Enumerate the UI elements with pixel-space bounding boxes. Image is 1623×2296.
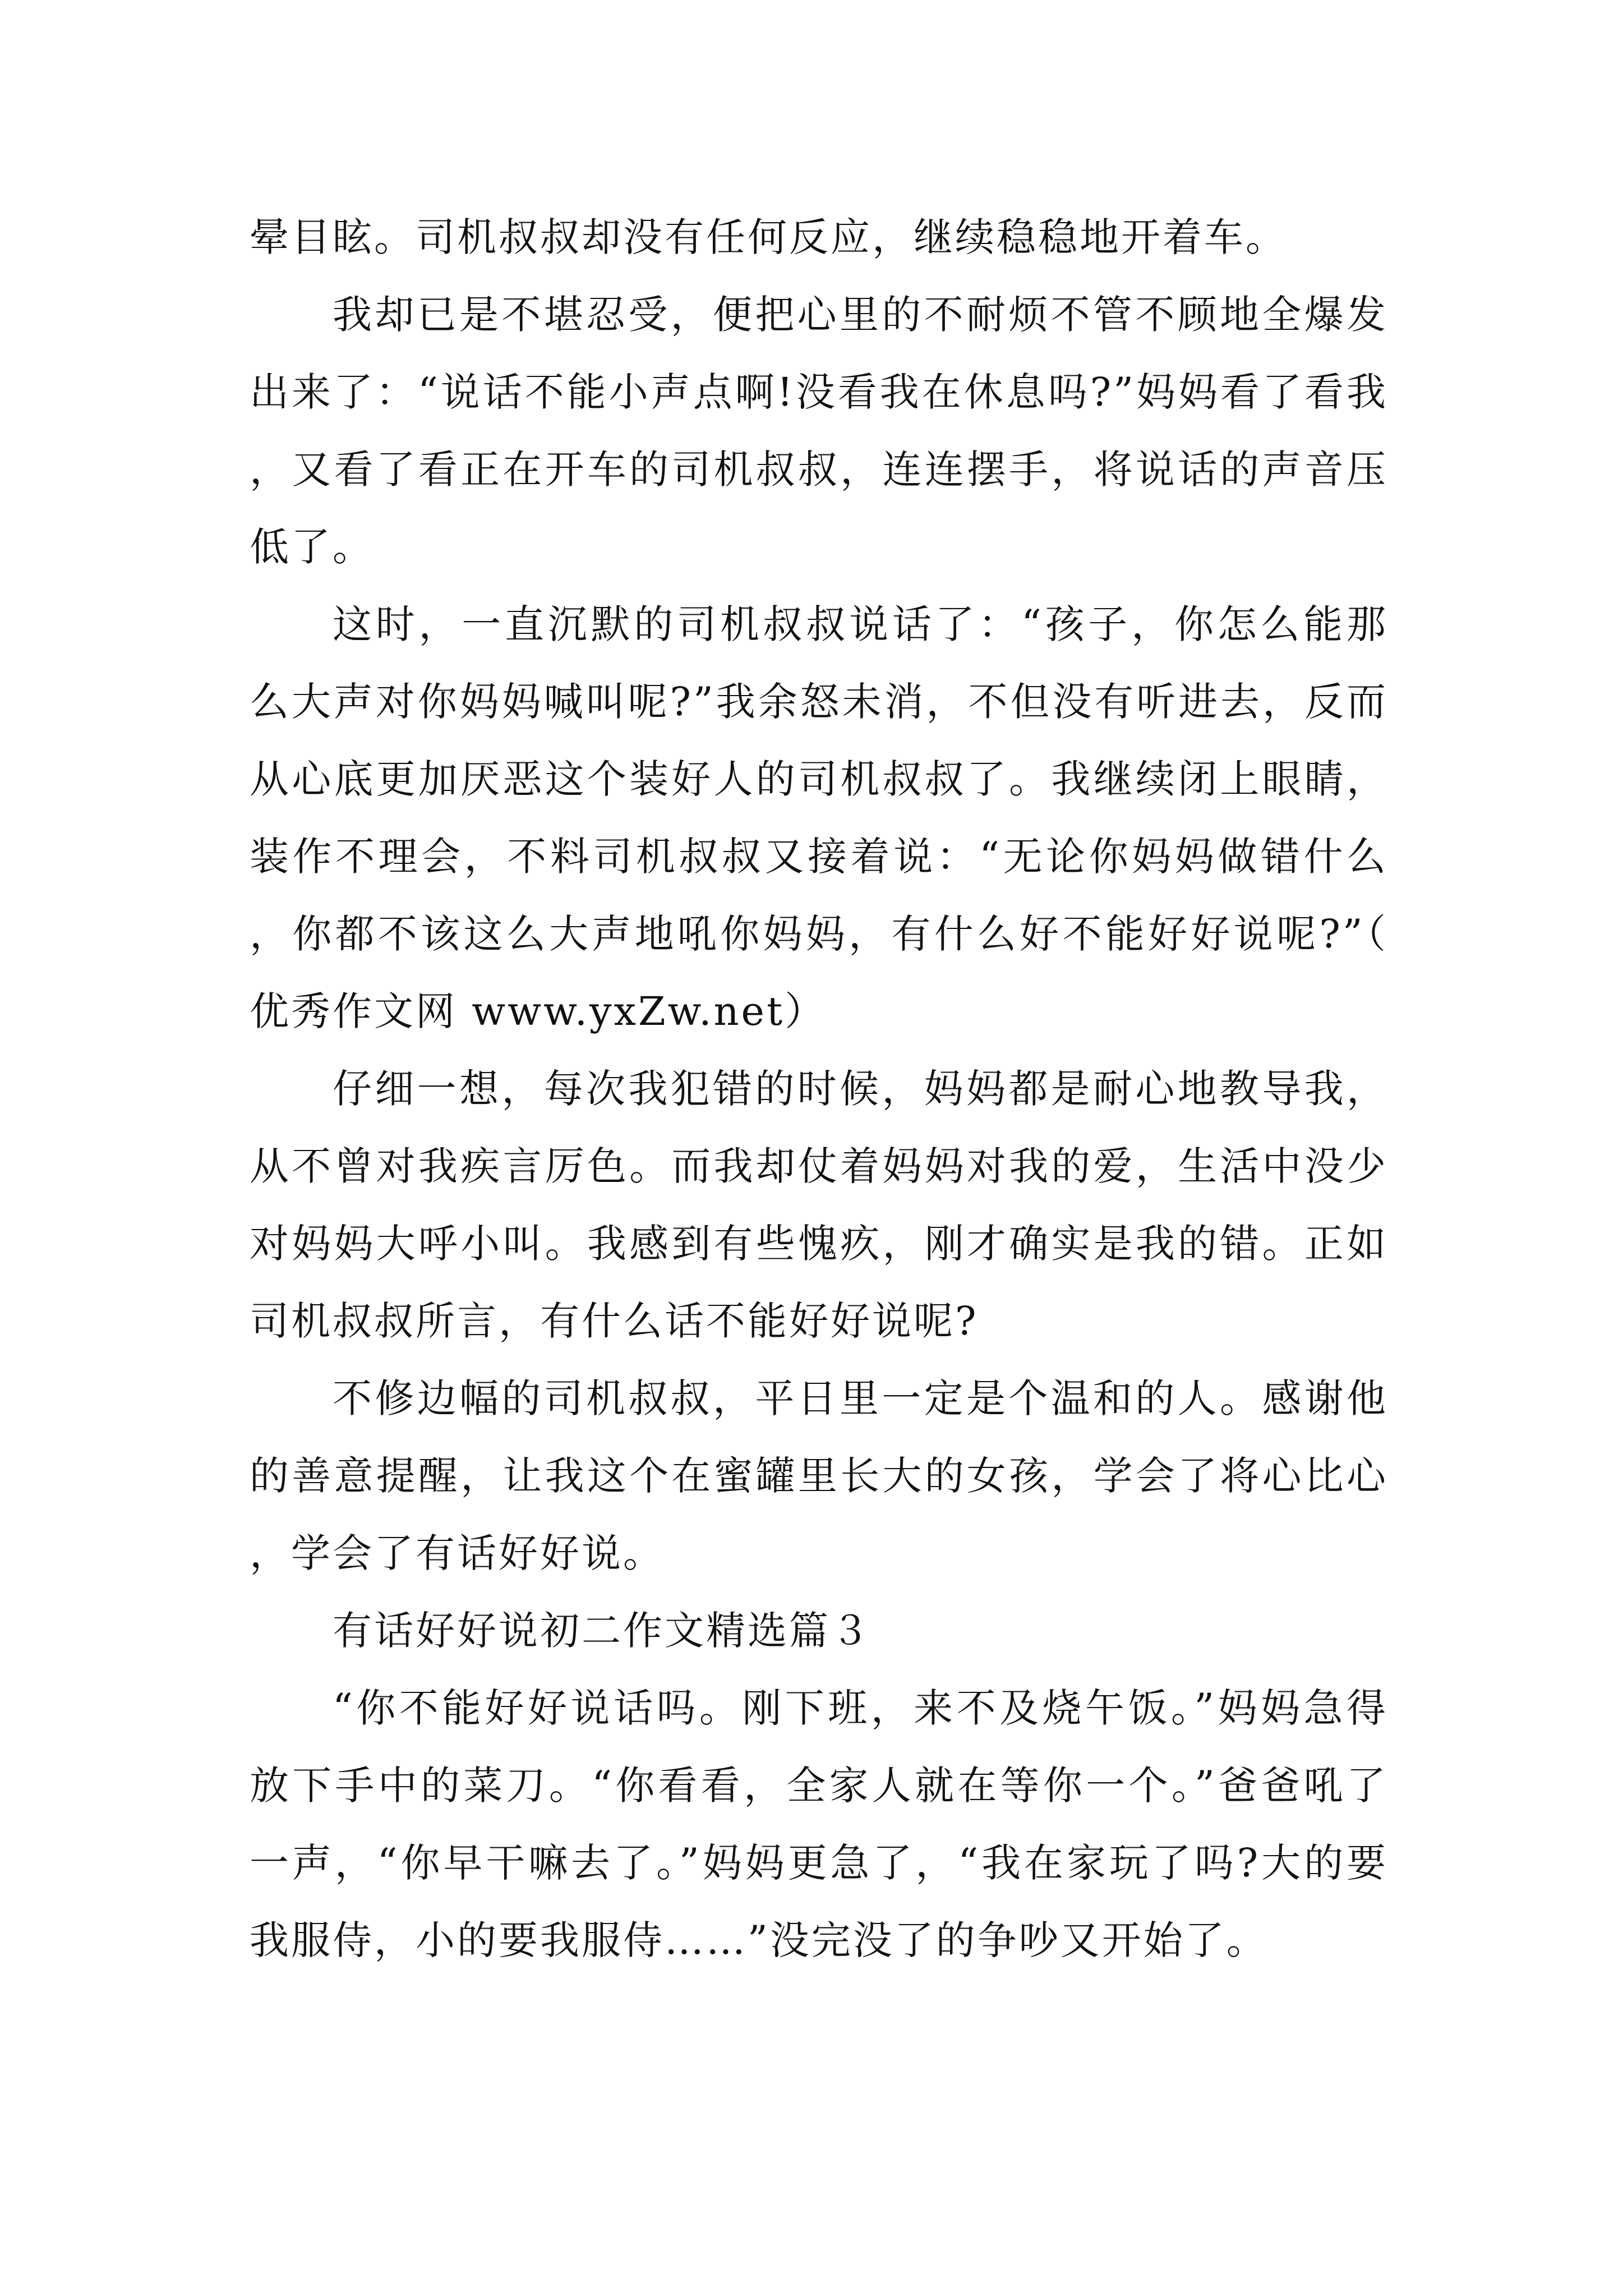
paragraph: 这时，一直沉默的司机叔叔说话了：“孩子，你怎么能那么大声对你妈妈喊叫呢?”我余怒未消，不但没有听进去，反而从心底更加厌恶这个装好人的司机叔叔了。我继续闭上眼睛，装作不理会，不料司机叔叔又接着说：“无论你妈妈做错什么，你都不该这么大声地吼你妈妈，有什么好不能好好说呢?”（优秀作文网 www.yxZw.net） (250, 601, 1388, 1034)
paragraph: 不修边幅的司机叔叔，平日里一定是个温和的人。感谢他的善意提醒，让我这个在蜜罐里长大的女孩，学会了将心比心，学会了有话好好说。 (250, 1375, 1388, 1576)
paragraph: “你不能好好说话吗。刚下班，来不及烧午饭。”妈妈急得放下手中的菜刀。“你看看，全家人就在等你一个。”爸爸吼了一声，“你早干嘛去了。”妈妈更急了，“我在家玩了吗?大的要我服侍，小的要我服侍……”没完没了的争吵又开始了。 (250, 1685, 1388, 1963)
document-body (250, 199, 1388, 1979)
paragraph: 仔细一想，每次我犯错的时候，妈妈都是耐心地教导我，从不曾对我疾言厉色。而我却仗着妈妈对我的爱，生活中没少对妈妈大呼小叫。我感到有些愧疚，刚才确实是我的错。正如司机叔叔所言，有什么话不能好好说呢? (250, 1066, 1388, 1344)
paragraph: 我却已是不堪忍受，便把心里的不耐烦不管不顾地全爆发出来了：“说话不能小声点啊!没看我在休息吗?”妈妈看了看我，又看了看正在开车的司机叔叔，连连摆手，将说话的声音压低了。 (250, 292, 1388, 570)
paragraph-continuation: 晕目眩。司机叔叔却没有任何反应，继续稳稳地开着车。 (250, 214, 1287, 260)
section-heading: 有话好好说初二作文精选篇３ (333, 1608, 872, 1654)
